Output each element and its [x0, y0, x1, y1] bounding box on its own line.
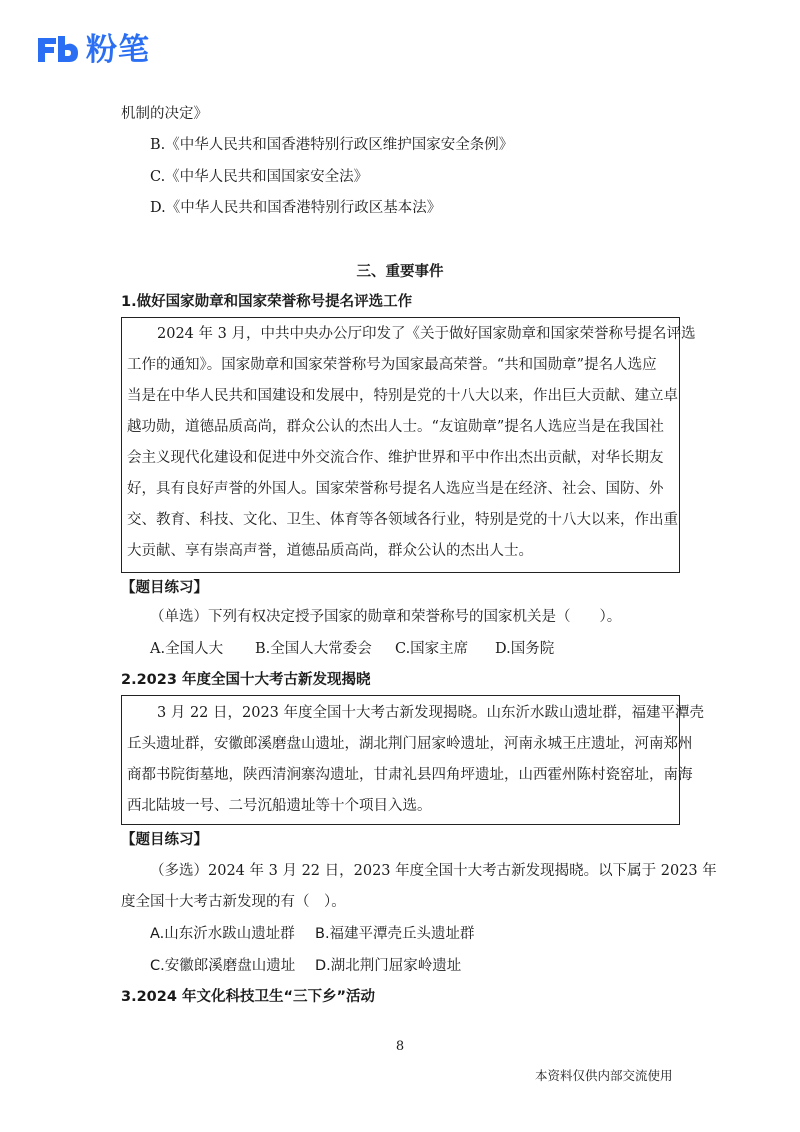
event-2-option-c: C.安徽郎溪磨盘山遗址 [150, 958, 296, 974]
page-number: 8 [395, 1039, 405, 1054]
event-2-practice-label: 【题目练习】 [121, 832, 208, 848]
event-1-practice-label: 【题目练习】 [121, 580, 208, 596]
event-1-line: 交、教育、科技、文化、卫生、体育等各领域各行业，特别是党的十八大以来，作出重 [127, 512, 678, 528]
event-2-option-d: D.湖北荆门屈家岭遗址 [315, 958, 462, 974]
event-2-option-a: A.山东沂水跋山遗址群 [150, 926, 295, 942]
event-1-box [121, 317, 696, 573]
event-1-question: （单选）下列有权决定授予国家的勋章和荣誉称号的国家机关是（ ）。 [150, 609, 622, 625]
event-1-line: 当是在中华人民共和国建设和发展中，特别是党的十八大以来，作出巨大贡献、建立卓 [127, 388, 678, 404]
event-1-option-c: C.国家主席 [395, 641, 469, 657]
event-1-option-a: A.全国人大 [150, 641, 224, 657]
event-2-option-b: B.福建平潭壳丘头遗址群 [315, 926, 475, 942]
prev-option-c: C.《中华人民共和国国家安全法》 [150, 169, 369, 185]
event-1-line: 大贡献、享有崇高声誉，道德品质高尚，群众公认的杰出人士。 [127, 543, 533, 559]
event-2-box [121, 695, 705, 825]
event-1-line: 工作的通知》。国家勋章和国家荣誉称号为国家最高荣誉。“共和国勋章”提名人选应 [127, 357, 657, 373]
brand-logo [36, 34, 150, 66]
event-2-question-line: 度全国十大考古新发现的有（ ）。 [121, 894, 346, 910]
event-1-line: 2024 年 3 月，中共中央办公厅印发了《关于做好国家勋章和国家荣誉称号提名评选 [157, 326, 696, 342]
prev-question-continuation: 机制的决定》 [121, 106, 208, 122]
logo-text: 粉笔 [86, 32, 150, 68]
prev-option-d: D.《中华人民共和国香港特别行政区基本法》 [150, 200, 442, 216]
event-1-line: 越功勋，道德品质高尚，群众公认的杰出人士。“友谊勋章”提名人选应当是在我国社 [127, 419, 664, 435]
event-3-title: 3.2024 年文化科技卫生“三下乡”活动 [121, 989, 376, 1005]
footer-note: 本资料仅供内部交流使用 [535, 1068, 673, 1083]
event-2-line: 3 月 22 日，2023 年度全国十大考古新发现揭晓。山东沂水跋山遗址群，福建平潭壳 [157, 705, 705, 721]
event-1-line: 会主义现代化建设和促进中外交流合作、维护世界和平中作出杰出贡献，对华长期友 [127, 450, 664, 466]
event-2-question-line: （多选）2024 年 3 月 22 日，2023 年度全国十大考古新发现揭晓。以下属于 2023 年 [150, 863, 717, 879]
section-title: 三、重要事件 [356, 264, 444, 280]
fenbi-fb-logo-icon [36, 34, 80, 66]
event-1-line: 好，具有良好声誉的外国人。国家荣誉称号提名人选应当是在经济、社会、国防、外 [127, 481, 664, 497]
event-2-line: 西北陆坡一号、二号沉船遗址等十个项目入选。 [127, 798, 432, 814]
event-2-title: 2.2023 年度全国十大考古新发现揭晓 [121, 672, 371, 688]
event-1-title: 1.做好国家勋章和国家荣誉称号提名评选工作 [121, 294, 413, 310]
prev-option-b: B.《中华人民共和国香港特别行政区维护国家安全条例》 [150, 137, 514, 153]
event-2-line: 商都书院街墓地，陕西清涧寨沟遗址，甘肃礼县四角坪遗址，山西霍州陈村瓷窑址，南海 [127, 767, 693, 783]
event-1-option-d: D.国务院 [495, 641, 555, 657]
event-1-option-b: B.全国人大常委会 [255, 641, 372, 657]
event-2-line: 丘头遗址群，安徽郎溪磨盘山遗址，湖北荆门屈家岭遗址，河南永城王庄遗址，河南郑州 [127, 736, 693, 752]
